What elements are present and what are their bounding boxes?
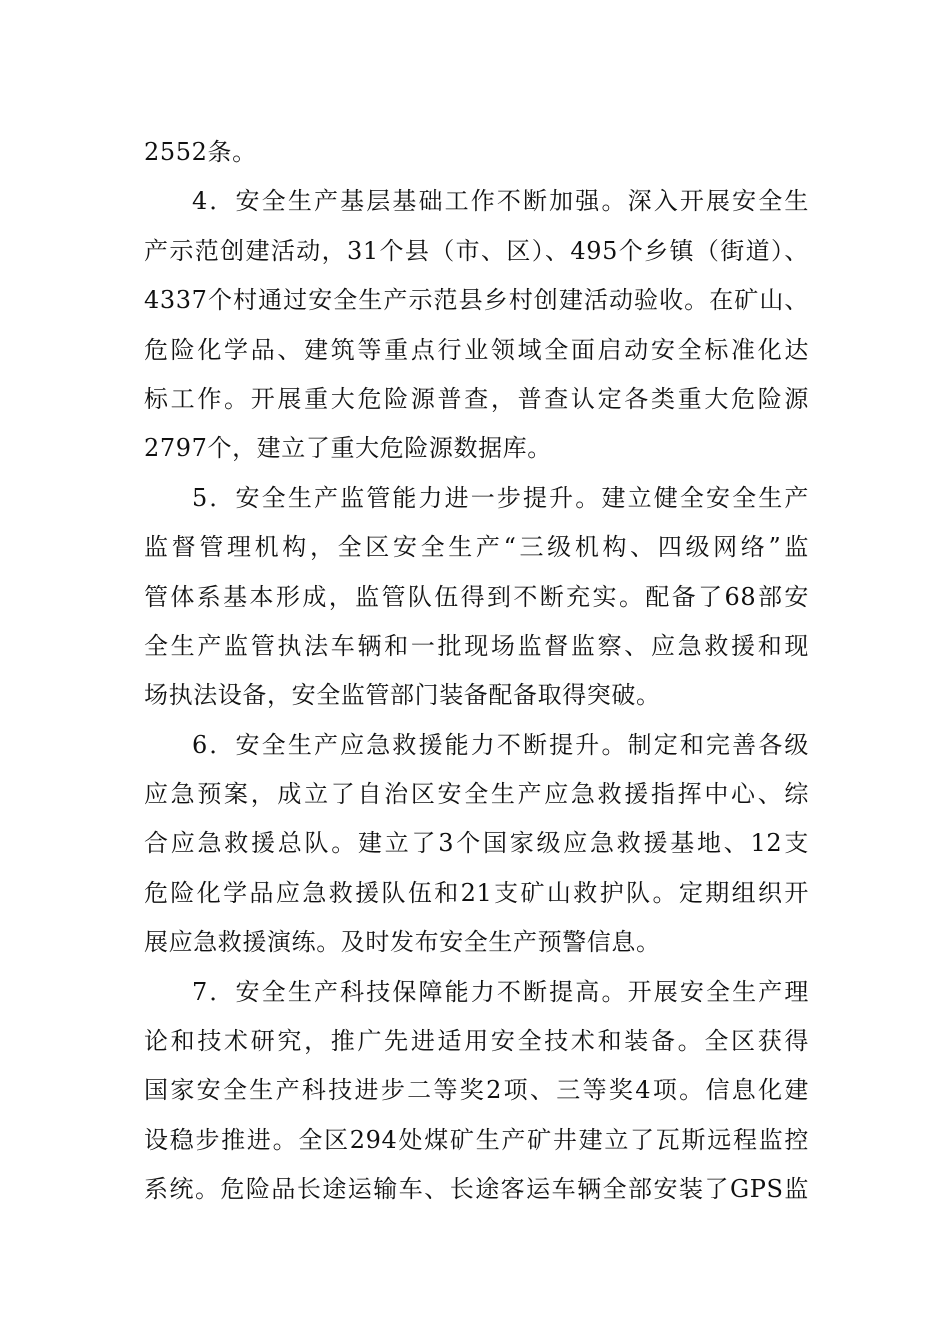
text-line: 2552条。 [144,138,257,166]
text-line: 产示范创建活动，31个县（市、区）、495个乡镇（街道）、 [144,236,809,265]
text-line: 合应急救援总队。建立了3个国家级应急救援基地、12支 [144,829,809,858]
text-line: 2797个，建立了重大危险源数据库。 [144,434,552,463]
text-line: 展应急救援演练。及时发布安全生产预警信息。 [144,928,661,957]
text-line: 系统。危险品长途运输车、长途客运车辆全部安装了GPS监 [144,1175,809,1204]
text-line: 应急预案，成立了自治区安全生产应急救援指挥中心、综 [144,780,809,809]
paragraph-first-line: 5．安全生产监管能力进一步提升。建立健全安全生产 [192,483,809,512]
text-line: 场执法设备，安全监管部门装备配备取得突破。 [144,681,661,710]
text-line: 危险化学品应急救援队伍和21支矿山救护队。定期组织开 [144,878,809,907]
paragraph-first-line: 7．安全生产科技保障能力不断提高。开展安全生产理 [192,977,809,1006]
paragraph-first-line: 4．安全生产基层基础工作不断加强。深入开展安全生 [192,187,809,216]
text-line: 设稳步推进。全区294处煤矿生产矿井建立了瓦斯远程监控 [144,1125,809,1154]
text-line: 监督管理机构，全区安全生产“三级机构、四级网络”监 [144,533,809,562]
paragraph-first-line: 6．安全生产应急救援能力不断提升。制定和完善各级 [192,730,809,759]
text-line: 管体系基本形成，监管队伍得到不断充实。配备了68部安 [144,582,809,611]
body-text [144,128,809,1215]
text-line: 4337个村通过安全生产示范县乡村创建活动验收。在矿山、 [144,286,809,315]
text-line: 全生产监管执法车辆和一批现场监督监察、应急救援和现 [144,631,809,660]
text-line: 危险化学品、建筑等重点行业领域全面启动安全标准化达 [144,335,809,364]
text-line: 标工作。开展重大危险源普查，普查认定各类重大危险源 [144,384,809,413]
text-line: 论和技术研究，推广先进适用安全技术和装备。全区获得 [144,1027,809,1056]
text-line: 国家安全生产科技进步二等奖2项、三等奖4项。信息化建 [144,1076,809,1105]
